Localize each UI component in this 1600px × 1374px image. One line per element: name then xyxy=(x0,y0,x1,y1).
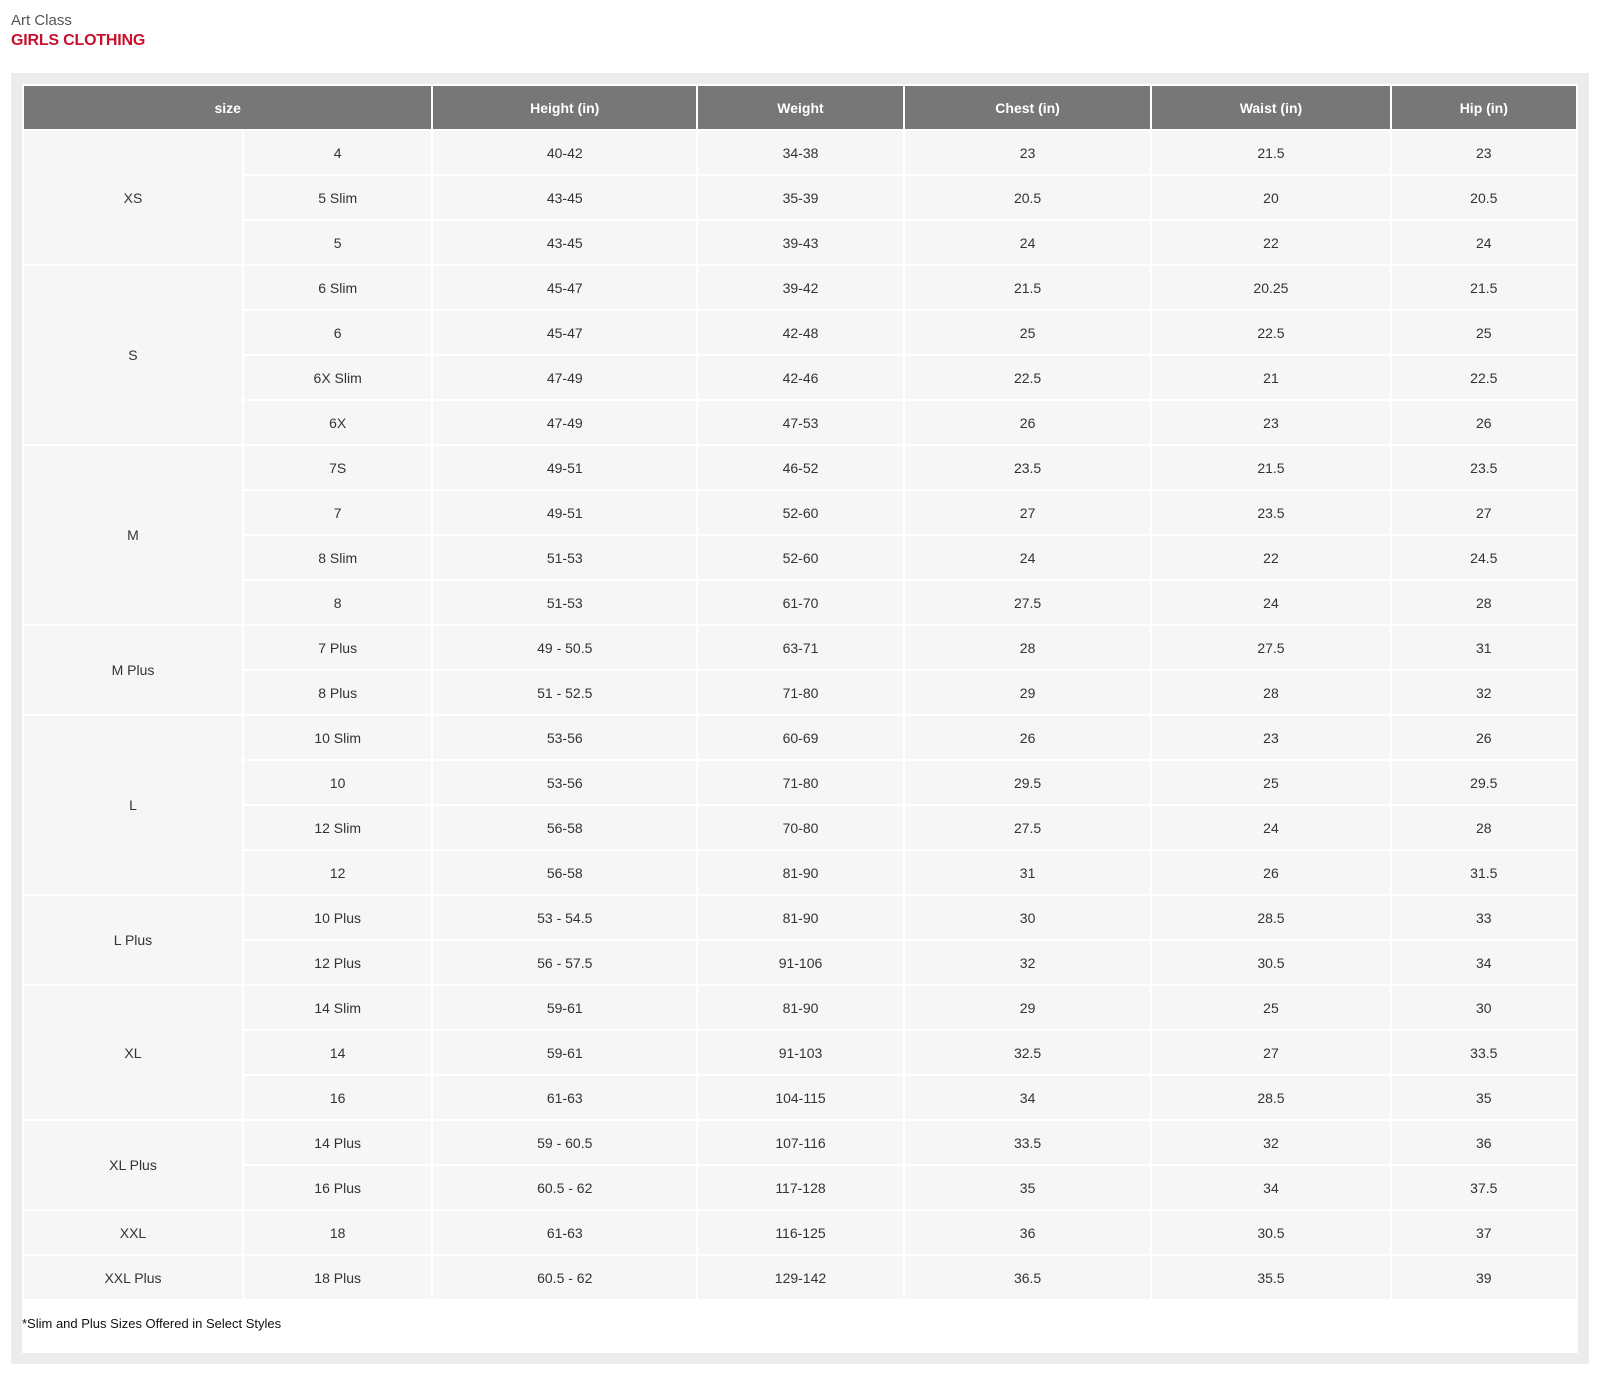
table-row xyxy=(24,896,1576,939)
weight-cell: 47-53 xyxy=(698,401,903,444)
weight-cell: 42-46 xyxy=(698,356,903,399)
size-cell: 14 xyxy=(244,1031,431,1074)
size-group-cell: L xyxy=(24,716,242,894)
size-cell: 12 Slim xyxy=(244,806,431,849)
chest-cell: 24 xyxy=(905,221,1150,264)
column-header-height: Height (in) xyxy=(433,86,696,129)
waist-cell: 24 xyxy=(1152,581,1389,624)
weight-cell: 46-52 xyxy=(698,446,903,489)
height-cell: 49 - 50.5 xyxy=(433,626,696,669)
height-cell: 59-61 xyxy=(433,1031,696,1074)
waist-cell: 20 xyxy=(1152,176,1389,219)
size-cell: 6X xyxy=(244,401,431,444)
chest-cell: 27.5 xyxy=(905,806,1150,849)
hip-cell: 25 xyxy=(1392,311,1576,354)
brand-label: Art Class xyxy=(11,12,72,29)
weight-cell: 70-80 xyxy=(698,806,903,849)
hip-cell: 26 xyxy=(1392,401,1576,444)
weight-cell: 71-80 xyxy=(698,671,903,714)
waist-cell: 25 xyxy=(1152,986,1389,1029)
category-title: GIRLS CLOTHING xyxy=(11,32,146,49)
size-cell: 6 xyxy=(244,311,431,354)
height-cell: 51 - 52.5 xyxy=(433,671,696,714)
weight-cell: 117-128 xyxy=(698,1166,903,1209)
waist-cell: 34 xyxy=(1152,1166,1389,1209)
height-cell: 51-53 xyxy=(433,581,696,624)
waist-cell: 28 xyxy=(1152,671,1389,714)
size-chart-panel xyxy=(22,84,1578,1353)
waist-cell: 21.5 xyxy=(1152,446,1389,489)
table-row xyxy=(24,1166,1576,1209)
size-group-cell: XXL Plus xyxy=(24,1256,242,1299)
table-row xyxy=(24,221,1576,264)
weight-cell: 116-125 xyxy=(698,1211,903,1254)
height-cell: 51-53 xyxy=(433,536,696,579)
weight-cell: 52-60 xyxy=(698,536,903,579)
column-header-size: size xyxy=(24,86,431,129)
size-cell: 18 xyxy=(244,1211,431,1254)
size-cell: 7 xyxy=(244,491,431,534)
waist-cell: 28.5 xyxy=(1152,896,1389,939)
chest-cell: 25 xyxy=(905,311,1150,354)
size-cell: 7S xyxy=(244,446,431,489)
height-cell: 60.5 - 62 xyxy=(433,1166,696,1209)
chest-cell: 35 xyxy=(905,1166,1150,1209)
height-cell: 40-42 xyxy=(433,131,696,174)
height-cell: 56-58 xyxy=(433,851,696,894)
height-cell: 53-56 xyxy=(433,716,696,759)
column-header-waist: Waist (in) xyxy=(1152,86,1389,129)
chest-cell: 23.5 xyxy=(905,446,1150,489)
height-cell: 61-63 xyxy=(433,1211,696,1254)
table-row xyxy=(24,401,1576,444)
chest-cell: 29 xyxy=(905,671,1150,714)
weight-cell: 34-38 xyxy=(698,131,903,174)
height-cell: 53 - 54.5 xyxy=(433,896,696,939)
hip-cell: 33.5 xyxy=(1392,1031,1576,1074)
waist-cell: 35.5 xyxy=(1152,1256,1389,1299)
size-group-cell: XL xyxy=(24,986,242,1119)
hip-cell: 28 xyxy=(1392,806,1576,849)
chest-cell: 28 xyxy=(905,626,1150,669)
weight-cell: 35-39 xyxy=(698,176,903,219)
chest-cell: 21.5 xyxy=(905,266,1150,309)
waist-cell: 28.5 xyxy=(1152,1076,1389,1119)
table-header-row xyxy=(24,86,1576,129)
waist-cell: 22.5 xyxy=(1152,311,1389,354)
table-row xyxy=(24,851,1576,894)
waist-cell: 30.5 xyxy=(1152,1211,1389,1254)
size-group-cell: XXL xyxy=(24,1211,242,1254)
chest-cell: 32 xyxy=(905,941,1150,984)
waist-cell: 30.5 xyxy=(1152,941,1389,984)
size-chart-table xyxy=(22,84,1578,1301)
weight-cell: 63-71 xyxy=(698,626,903,669)
table-row xyxy=(24,1256,1576,1299)
chest-cell: 36 xyxy=(905,1211,1150,1254)
chest-cell: 23 xyxy=(905,131,1150,174)
size-cell: 6X Slim xyxy=(244,356,431,399)
size-cell: 16 xyxy=(244,1076,431,1119)
hip-cell: 37 xyxy=(1392,1211,1576,1254)
hip-cell: 26 xyxy=(1392,716,1576,759)
chest-cell: 36.5 xyxy=(905,1256,1150,1299)
height-cell: 43-45 xyxy=(433,221,696,264)
weight-cell: 52-60 xyxy=(698,491,903,534)
hip-cell: 31 xyxy=(1392,626,1576,669)
table-row xyxy=(24,176,1576,219)
size-cell: 10 Slim xyxy=(244,716,431,759)
hip-cell: 32 xyxy=(1392,671,1576,714)
chest-cell: 33.5 xyxy=(905,1121,1150,1164)
hip-cell: 28 xyxy=(1392,581,1576,624)
hip-cell: 20.5 xyxy=(1392,176,1576,219)
hip-cell: 22.5 xyxy=(1392,356,1576,399)
hip-cell: 31.5 xyxy=(1392,851,1576,894)
weight-cell: 39-43 xyxy=(698,221,903,264)
hip-cell: 30 xyxy=(1392,986,1576,1029)
weight-cell: 81-90 xyxy=(698,986,903,1029)
weight-cell: 60-69 xyxy=(698,716,903,759)
table-row xyxy=(24,671,1576,714)
chest-cell: 26 xyxy=(905,401,1150,444)
height-cell: 59 - 60.5 xyxy=(433,1121,696,1164)
size-cell: 8 Slim xyxy=(244,536,431,579)
table-row xyxy=(24,626,1576,669)
chest-cell: 29 xyxy=(905,986,1150,1029)
table-row xyxy=(24,1121,1576,1164)
size-cell: 10 Plus xyxy=(244,896,431,939)
height-cell: 47-49 xyxy=(433,401,696,444)
table-row xyxy=(24,1211,1576,1254)
size-cell: 14 Plus xyxy=(244,1121,431,1164)
weight-cell: 71-80 xyxy=(698,761,903,804)
size-cell: 8 Plus xyxy=(244,671,431,714)
table-row xyxy=(24,1031,1576,1074)
size-cell: 10 xyxy=(244,761,431,804)
size-cell: 12 Plus xyxy=(244,941,431,984)
size-group-cell: M xyxy=(24,446,242,624)
table-row xyxy=(24,761,1576,804)
waist-cell: 24 xyxy=(1152,806,1389,849)
weight-cell: 107-116 xyxy=(698,1121,903,1164)
chest-cell: 30 xyxy=(905,896,1150,939)
waist-cell: 23 xyxy=(1152,401,1389,444)
weight-cell: 81-90 xyxy=(698,851,903,894)
hip-cell: 23.5 xyxy=(1392,446,1576,489)
size-chart-frame xyxy=(11,73,1589,1364)
height-cell: 59-61 xyxy=(433,986,696,1029)
hip-cell: 24.5 xyxy=(1392,536,1576,579)
table-row xyxy=(24,356,1576,399)
chest-cell: 27 xyxy=(905,491,1150,534)
table-row xyxy=(24,806,1576,849)
waist-cell: 32 xyxy=(1152,1121,1389,1164)
weight-cell: 104-115 xyxy=(698,1076,903,1119)
chest-cell: 24 xyxy=(905,536,1150,579)
size-cell: 4 xyxy=(244,131,431,174)
height-cell: 56 - 57.5 xyxy=(433,941,696,984)
hip-cell: 23 xyxy=(1392,131,1576,174)
table-row xyxy=(24,446,1576,489)
hip-cell: 36 xyxy=(1392,1121,1576,1164)
size-cell: 7 Plus xyxy=(244,626,431,669)
column-header-chest: Chest (in) xyxy=(905,86,1150,129)
size-group-cell: L Plus xyxy=(24,896,242,984)
waist-cell: 27 xyxy=(1152,1031,1389,1074)
size-cell: 16 Plus xyxy=(244,1166,431,1209)
weight-cell: 39-42 xyxy=(698,266,903,309)
size-group-cell: M Plus xyxy=(24,626,242,714)
hip-cell: 21.5 xyxy=(1392,266,1576,309)
size-cell: 5 xyxy=(244,221,431,264)
waist-cell: 23.5 xyxy=(1152,491,1389,534)
waist-cell: 21 xyxy=(1152,356,1389,399)
chest-cell: 32.5 xyxy=(905,1031,1150,1074)
waist-cell: 22 xyxy=(1152,221,1389,264)
table-row xyxy=(24,941,1576,984)
size-cell: 12 xyxy=(244,851,431,894)
waist-cell: 22 xyxy=(1152,536,1389,579)
hip-cell: 27 xyxy=(1392,491,1576,534)
weight-cell: 42-48 xyxy=(698,311,903,354)
hip-cell: 35 xyxy=(1392,1076,1576,1119)
table-row xyxy=(24,581,1576,624)
height-cell: 43-45 xyxy=(433,176,696,219)
table-body xyxy=(24,131,1576,1299)
height-cell: 53-56 xyxy=(433,761,696,804)
chest-cell: 27.5 xyxy=(905,581,1150,624)
chest-cell: 31 xyxy=(905,851,1150,894)
height-cell: 45-47 xyxy=(433,266,696,309)
height-cell: 47-49 xyxy=(433,356,696,399)
weight-cell: 61-70 xyxy=(698,581,903,624)
chest-cell: 20.5 xyxy=(905,176,1150,219)
size-group-cell: S xyxy=(24,266,242,444)
table-row xyxy=(24,1076,1576,1119)
height-cell: 60.5 - 62 xyxy=(433,1256,696,1299)
size-group-cell: XL Plus xyxy=(24,1121,242,1209)
table-row xyxy=(24,131,1576,174)
hip-cell: 39 xyxy=(1392,1256,1576,1299)
weight-cell: 129-142 xyxy=(698,1256,903,1299)
weight-cell: 81-90 xyxy=(698,896,903,939)
height-cell: 61-63 xyxy=(433,1076,696,1119)
hip-cell: 37.5 xyxy=(1392,1166,1576,1209)
size-cell: 6 Slim xyxy=(244,266,431,309)
weight-cell: 91-103 xyxy=(698,1031,903,1074)
waist-cell: 20.25 xyxy=(1152,266,1389,309)
table-row xyxy=(24,266,1576,309)
height-cell: 45-47 xyxy=(433,311,696,354)
chest-cell: 34 xyxy=(905,1076,1150,1119)
size-cell: 18 Plus xyxy=(244,1256,431,1299)
weight-cell: 91-106 xyxy=(698,941,903,984)
column-header-weight: Weight xyxy=(698,86,903,129)
table-row xyxy=(24,986,1576,1029)
table-row xyxy=(24,536,1576,579)
hip-cell: 24 xyxy=(1392,221,1576,264)
chest-cell: 22.5 xyxy=(905,356,1150,399)
chest-cell: 26 xyxy=(905,716,1150,759)
footnote: *Slim and Plus Sizes Offered in Select Styles xyxy=(22,1316,282,1331)
chest-cell: 29.5 xyxy=(905,761,1150,804)
table-row xyxy=(24,311,1576,354)
size-cell: 5 Slim xyxy=(244,176,431,219)
table-row xyxy=(24,716,1576,759)
waist-cell: 27.5 xyxy=(1152,626,1389,669)
table-row xyxy=(24,491,1576,534)
waist-cell: 26 xyxy=(1152,851,1389,894)
size-group-cell: XS xyxy=(24,131,242,264)
size-cell: 8 xyxy=(244,581,431,624)
waist-cell: 25 xyxy=(1152,761,1389,804)
height-cell: 56-58 xyxy=(433,806,696,849)
hip-cell: 34 xyxy=(1392,941,1576,984)
size-cell: 14 Slim xyxy=(244,986,431,1029)
height-cell: 49-51 xyxy=(433,446,696,489)
waist-cell: 21.5 xyxy=(1152,131,1389,174)
hip-cell: 33 xyxy=(1392,896,1576,939)
column-header-hip: Hip (in) xyxy=(1392,86,1576,129)
height-cell: 49-51 xyxy=(433,491,696,534)
hip-cell: 29.5 xyxy=(1392,761,1576,804)
waist-cell: 23 xyxy=(1152,716,1389,759)
